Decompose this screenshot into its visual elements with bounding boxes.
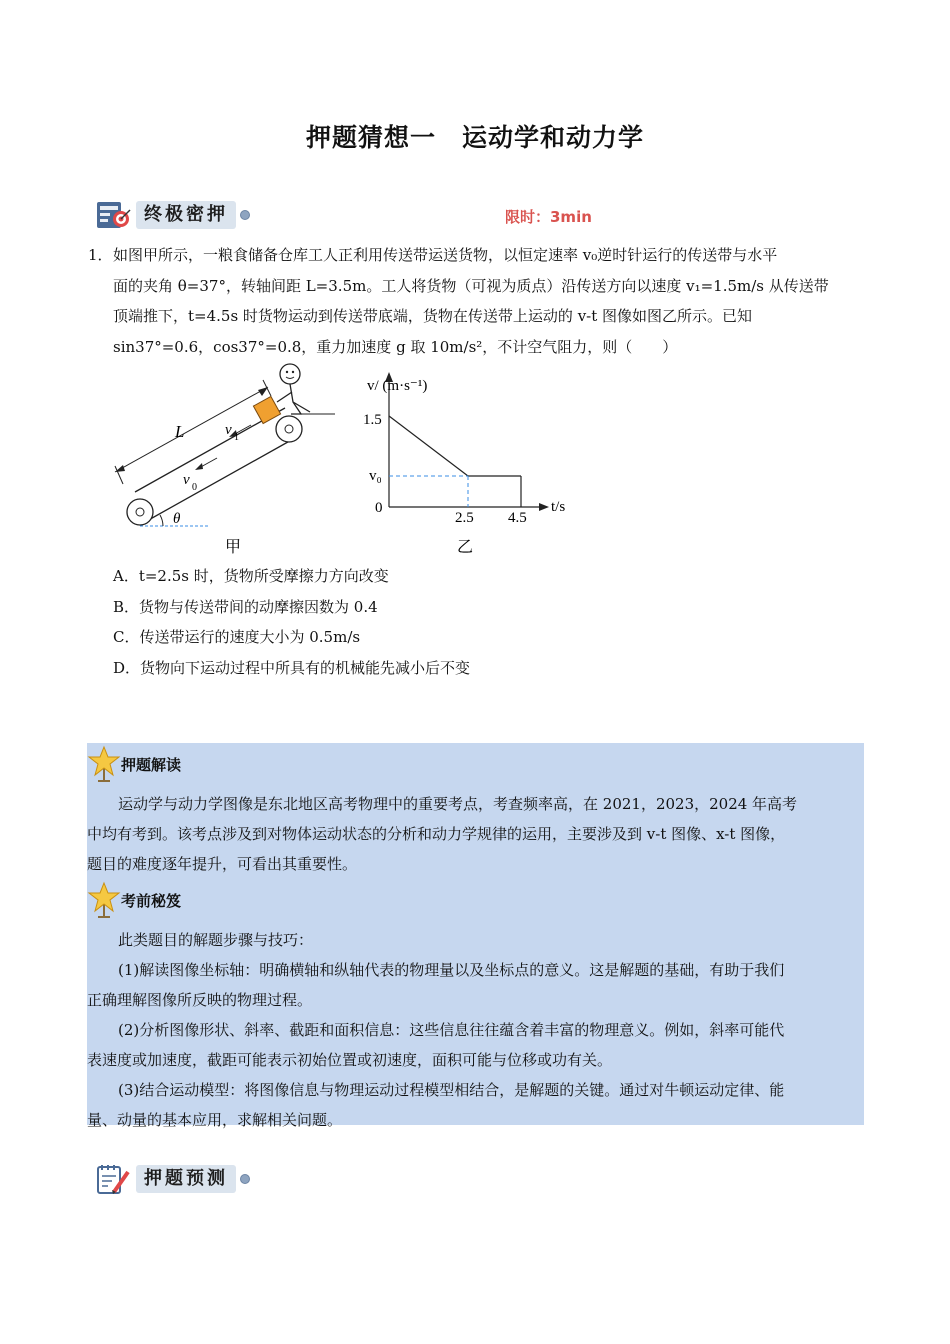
label-v0: v: [183, 472, 190, 488]
interpretation-text: [87, 789, 864, 879]
notepad-pencil-icon: [94, 1162, 134, 1196]
y-tick: v₀: [369, 468, 382, 484]
tips-heading: [87, 881, 181, 919]
cargo-box: [253, 396, 280, 423]
x-axis-label: t/s: [551, 499, 566, 515]
tip-line: (2)分析图像形状、斜率、截距和面积信息：这些信息往往蕴含着丰富的物理意义。例如，斜率可能代: [118, 1021, 785, 1039]
interpretation-line: 运动学与动力学图像是东北地区高考物理中的重要考点，考查频率高，在 2021，2023，2024 年高考: [118, 795, 798, 813]
graph-segment-decel: [389, 416, 468, 476]
x-tick: 4.5: [508, 510, 527, 526]
label-v1-sub: 1: [234, 432, 239, 443]
tip-line: 表速度或加速度，截距可能表示初始位置或初速度，面积可能与位移或功有关。: [87, 1051, 613, 1069]
question-line: 顶端推下，t=4.5s 时货物运动到传送带底端，货物在传送带上运动的 v-t 图像如图乙所示。已知: [113, 307, 753, 325]
tips-intro: 此类题目的解题步骤与技巧：: [118, 931, 314, 949]
page-title: 押题猜想一 运动学和动力学: [305, 123, 644, 152]
question-line: sin37°=0.6，cos37°=0.8，重力加速度 g 取 10m/s²，不计空气阻力，则（ ）: [113, 337, 678, 356]
tips-text: [87, 925, 864, 1135]
tip-line: (1)解读图像坐标轴：明确横轴和纵轴代表的物理量以及坐标点的意义。这是解题的基础，有助于我们: [118, 961, 785, 979]
vt-graph: [363, 372, 565, 556]
label-theta: θ: [173, 511, 181, 527]
interpretation-line: 题目的难度逐年提升，可看出其重要性。: [87, 855, 358, 873]
section-label: 押题预测: [136, 1165, 236, 1193]
label-v0-sub: 0: [192, 482, 197, 493]
worker-figure: [277, 364, 335, 414]
x-tick: 2.5: [455, 510, 474, 526]
section-label: 终极密押: [136, 201, 236, 229]
answer-options: [113, 561, 470, 683]
option-a: A．t=2.5s 时，货物所受摩擦力方向改变: [113, 567, 389, 585]
question-figure: [105, 362, 575, 562]
interpretation-heading: [87, 745, 181, 783]
option-d: D．货物向下运动过程中所具有的机械能先减小后不变: [113, 658, 471, 677]
question-line: 面的夹角 θ=37°，转轴间距 L=3.5m。工人将货物（可视为质点）沿传送方向以速度 v₁=1.5m/s 从传送带: [113, 276, 829, 295]
caption-left: 甲: [225, 537, 242, 556]
tips-title: 考前秘笈: [121, 891, 182, 910]
analysis-box: [87, 743, 864, 1129]
question-number: 1．: [88, 246, 113, 264]
star-icon: [87, 745, 121, 783]
y-axis-label: v/ (m·s⁻¹): [367, 378, 428, 394]
banner-dot: [240, 210, 250, 220]
interpretation-line: 中均有考到。该考点涉及到对物体运动状态的分析和动力学规律的运用，主要涉及到 v-t 图像、x-t 图像，: [87, 825, 786, 843]
tip-line: 正确理解图像所反映的物理过程。: [87, 991, 313, 1009]
time-limit: 限时：3min: [505, 208, 592, 226]
question-1: [88, 240, 860, 362]
caption-right: 乙: [457, 537, 474, 556]
star-icon: [87, 881, 121, 919]
tip-line: (3)结合运动模型：将图像信息与物理运动过程模型相结合，是解题的关键。通过对牛顿运动定律、能: [118, 1081, 785, 1099]
option-b: B．货物与传送带间的动摩擦因数为 0.4: [113, 597, 378, 616]
section-banner-predict: [94, 1162, 250, 1196]
y-tick: 1.5: [363, 412, 382, 428]
label-L: L: [175, 422, 185, 441]
option-c: C．传送带运行的速度大小为 0.5m/s: [113, 628, 361, 646]
question-line: 如图甲所示，一粮食储备仓库工人正利用传送带运送货物，以恒定速率 v₀逆时针运行的传送带与水平: [113, 246, 778, 264]
conveyor-diagram: [115, 364, 335, 556]
interpretation-title: 押题解读: [121, 755, 182, 774]
banner-dot: [240, 1174, 250, 1184]
tip-line: 量、动量的基本应用，求解相关问题。: [87, 1111, 343, 1129]
label-v1: v: [225, 422, 232, 438]
section-banner-final: [94, 198, 250, 232]
y-tick: 0: [375, 500, 383, 516]
target-board-icon: [94, 198, 134, 232]
